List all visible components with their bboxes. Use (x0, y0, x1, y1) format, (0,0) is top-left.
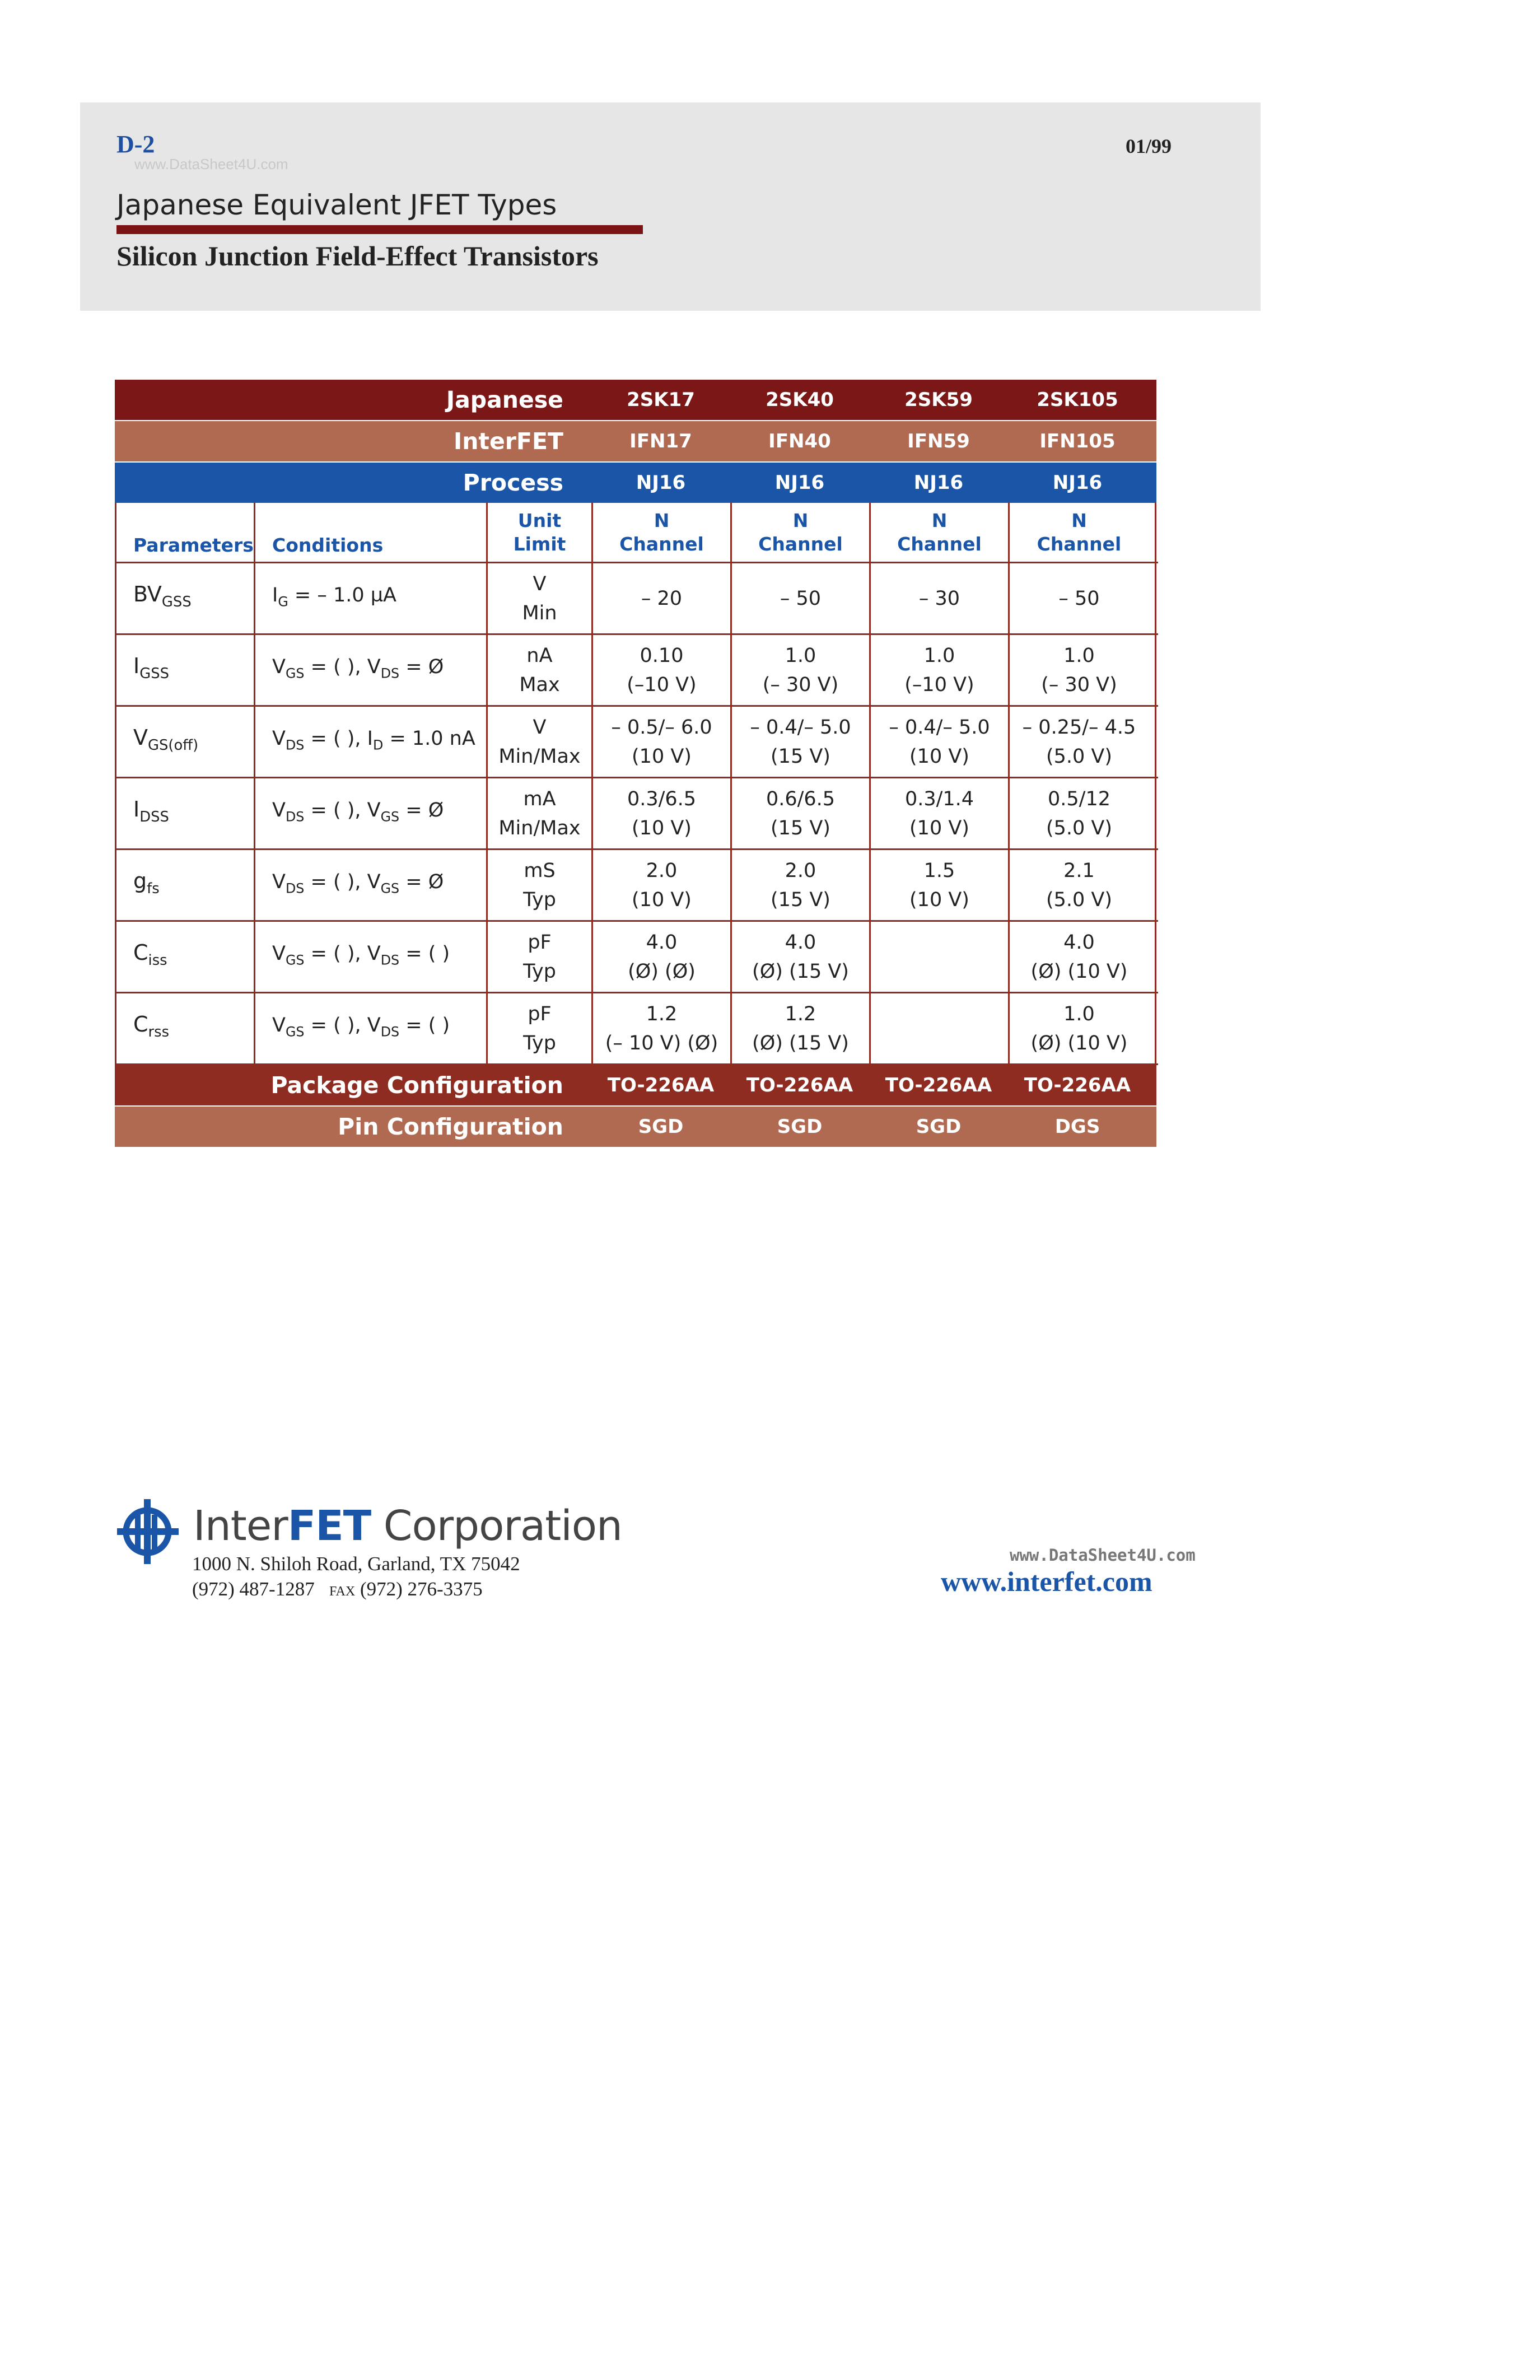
value: 2.1 (1063, 859, 1095, 882)
company-name-part: Corporation (371, 1502, 622, 1550)
japanese-row (115, 380, 1156, 420)
channel-header (871, 503, 1010, 562)
parameter-main: BV (133, 582, 162, 607)
condition-part: = Ø (399, 799, 444, 822)
title-rule (116, 225, 643, 234)
parameter-symbol (133, 938, 167, 975)
value: – 50 (780, 587, 822, 610)
value: 0.10 (640, 644, 684, 667)
limit: Min/Max (498, 745, 581, 768)
fax-label: FAX (329, 1584, 356, 1599)
condition-subscript: GS (380, 809, 400, 825)
date: 01/99 (1126, 135, 1172, 157)
condition-text (272, 652, 444, 688)
condition-text (272, 724, 475, 759)
value-condition: (–10 V) (627, 673, 697, 696)
company-name-bold: FET (287, 1502, 371, 1550)
value-cell (593, 922, 732, 992)
value-condition: (Ø) (15 V) (752, 960, 849, 983)
channel-word: Channel (1037, 533, 1122, 555)
condition-cell (255, 993, 488, 1063)
limit: Min/Max (498, 816, 581, 839)
condition-cell (255, 922, 488, 992)
condition-part: = ( ), V (304, 799, 381, 822)
column-header-row (116, 503, 1158, 563)
channel-header (732, 503, 871, 562)
value-condition: (10 V) (632, 745, 692, 768)
unit-limit-cell (488, 635, 593, 705)
value-condition: (10 V) (909, 888, 969, 911)
table-row (116, 850, 1158, 922)
unit-header: Unit (517, 509, 562, 531)
condition-part: = ( ), I (304, 727, 373, 750)
condition-part: = ( ), V (304, 1014, 381, 1037)
condition-subscript: DS (285, 880, 305, 897)
pin-value: SGD (638, 1116, 684, 1138)
value-cell (732, 993, 871, 1063)
value-condition: (– 30 V) (762, 673, 839, 696)
interfet-value: IFN40 (768, 430, 831, 452)
condition-subscript: GS (285, 952, 305, 968)
condition-cell (255, 707, 488, 777)
package-value: TO-226AA (746, 1074, 853, 1096)
channel-header (593, 503, 732, 562)
package-value: TO-226AA (1024, 1074, 1131, 1096)
value-cell (871, 850, 1010, 920)
limit: Typ (523, 960, 556, 983)
parameter-symbol (133, 795, 169, 832)
package-row (115, 1065, 1156, 1105)
condition-part: = ( ), V (304, 870, 381, 893)
parameter-subscript: iss (148, 952, 167, 969)
interfet-row (115, 421, 1156, 461)
value: – 0.4/– 5.0 (889, 716, 990, 739)
condition-subscript: GS (285, 1024, 305, 1040)
channel-type: N (654, 509, 670, 531)
value-cell (732, 778, 871, 848)
value-cell (593, 850, 732, 920)
parameter-cell (116, 993, 255, 1063)
table-row (116, 563, 1158, 635)
channel-type: N (792, 509, 809, 531)
pin-value: SGD (916, 1116, 962, 1138)
value-cell (1010, 635, 1149, 705)
value-cell (871, 993, 1010, 1063)
value: 1.2 (785, 1002, 816, 1025)
website-link[interactable]: www.interfet.com (941, 1566, 1152, 1597)
condition-text (272, 1011, 450, 1046)
value-cell (593, 635, 732, 705)
value: – 0.25/– 4.5 (1022, 716, 1136, 739)
limit: Min (522, 601, 557, 624)
value-cell (593, 707, 732, 777)
value-condition: (10 V) (909, 816, 969, 839)
process-value: NJ16 (1052, 472, 1103, 494)
value-condition: (–10 V) (904, 673, 974, 696)
value: 2.0 (646, 859, 678, 882)
value-cell (593, 563, 732, 633)
package-label: Package Configuration (270, 1072, 563, 1099)
value: – 20 (641, 587, 683, 610)
condition-part: = Ø (399, 655, 444, 678)
value-cell (1010, 993, 1149, 1063)
value: 1.2 (646, 1002, 678, 1025)
condition-subscript: GS (380, 880, 400, 897)
condition-part: = ( ) (399, 1014, 450, 1037)
condition-part: V (272, 655, 286, 678)
table-row (116, 922, 1158, 993)
value: 1.0 (785, 644, 816, 667)
condition-part: V (272, 727, 286, 750)
watermark-top: www.DataSheet4U.com (134, 156, 288, 172)
street-address: 1000 N. Shiloh Road, Garland, TX 75042 (192, 1553, 520, 1575)
process-label: Process (463, 469, 563, 496)
parameter-symbol (133, 1010, 169, 1047)
parameter-cell (116, 922, 255, 992)
value: 0.6/6.5 (766, 787, 836, 810)
unit: nA (526, 644, 553, 667)
condition-part: V (272, 1014, 286, 1037)
value: 2.0 (785, 859, 816, 882)
condition-subscript: DS (380, 665, 400, 682)
table-body (115, 503, 1156, 1065)
condition-part: I (272, 584, 278, 606)
unit: mA (523, 787, 556, 810)
unit: pF (528, 931, 552, 954)
condition-cell (255, 850, 488, 920)
company-name-part: Inter (193, 1502, 288, 1550)
parameter-cell (116, 563, 255, 633)
condition-cell (255, 635, 488, 705)
japanese-value: 2SK17 (627, 389, 695, 411)
parameter-cell (116, 635, 255, 705)
pin-value: SGD (777, 1116, 823, 1138)
value-condition: (Ø) (10 V) (1030, 1032, 1128, 1054)
parameter-main: g (133, 869, 147, 894)
process-row (115, 463, 1156, 503)
limit-header: Limit (513, 533, 566, 555)
condition-part: = 1.0 nA (383, 727, 475, 750)
value: 0.3/6.5 (627, 787, 697, 810)
phone-fax (192, 1576, 520, 1604)
value-cell (871, 922, 1010, 992)
condition-subscript: D (372, 737, 384, 753)
value-cell (1010, 850, 1149, 920)
japanese-value: 2SK59 (904, 389, 973, 411)
parameter-cell (116, 707, 255, 777)
channel-word: Channel (619, 533, 704, 555)
condition-part: V (272, 870, 286, 893)
value-cell (871, 563, 1010, 633)
value-condition: (10 V) (909, 745, 969, 768)
condition-part: = ( ), V (304, 942, 381, 965)
limit: Typ (523, 888, 556, 911)
value-cell (732, 922, 871, 992)
parameter-subscript: GSS (161, 594, 192, 611)
value: – 0.5/– 6.0 (611, 716, 712, 739)
value-cell (732, 563, 871, 633)
value-cell (871, 707, 1010, 777)
page-id: D-2 (116, 130, 155, 158)
condition-subscript: DS (380, 952, 400, 968)
condition-part: = Ø (399, 870, 444, 893)
condition-subscript: DS (285, 809, 305, 825)
parameter-main: I (133, 797, 140, 822)
unit: mS (524, 859, 556, 882)
watermark-bottom: www.DataSheet4U.com (1010, 1546, 1196, 1565)
value: – 0.4/– 5.0 (750, 716, 851, 739)
pin-row (115, 1107, 1156, 1147)
parameter-main: C (133, 1012, 148, 1037)
data-rows (116, 563, 1155, 1065)
condition-text (272, 939, 450, 974)
interfet-value: IFN105 (1039, 430, 1116, 452)
unit: pF (528, 1002, 552, 1025)
page-subtitle: Silicon Junction Field-Effect Transistors (116, 240, 599, 272)
unit-limit-cell (488, 922, 593, 992)
value-cell (593, 993, 732, 1063)
value: 1.0 (923, 644, 955, 667)
unit-limit-cell (488, 707, 593, 777)
condition-text (272, 867, 444, 903)
japanese-value: 2SK40 (766, 389, 834, 411)
value: 1.0 (1063, 1002, 1095, 1025)
parameter-subscript: GSS (139, 665, 170, 683)
interfet-value: IFN17 (629, 430, 692, 452)
value-cell (732, 635, 871, 705)
table-row (116, 635, 1158, 707)
channel-word: Channel (897, 533, 982, 555)
value-cell (732, 707, 871, 777)
interfet-logo-icon (115, 1498, 182, 1565)
parameter-cell (116, 850, 255, 920)
value: 1.5 (923, 859, 955, 882)
parameter-main: V (133, 725, 148, 750)
parameter-symbol (133, 723, 198, 760)
channel-type: N (1071, 509, 1087, 531)
condition-part: = ( ) (399, 942, 450, 965)
condition-part: = – 1.0 µA (288, 584, 396, 606)
value-condition: (5.0 V) (1046, 816, 1113, 839)
limit: Typ (523, 1032, 556, 1054)
value: 0.5/12 (1048, 787, 1110, 810)
parameter-cell (116, 778, 255, 848)
fax: (972) 276-3375 (360, 1578, 483, 1600)
value: 4.0 (785, 931, 816, 954)
value: 0.3/1.4 (904, 787, 974, 810)
value-cell (593, 778, 732, 848)
phone: (972) 487-1287 (192, 1578, 315, 1600)
value-condition: (15 V) (771, 816, 830, 839)
unit-limit-cell (488, 850, 593, 920)
condition-subscript: DS (380, 1024, 400, 1040)
pin-label: Pin Configuration (338, 1113, 563, 1140)
value-condition: (15 V) (771, 888, 830, 911)
conditions-header: Conditions (255, 503, 488, 562)
condition-subscript: DS (285, 737, 305, 753)
condition-cell (255, 778, 488, 848)
parameter-symbol (133, 651, 169, 688)
package-value: TO-226AA (607, 1074, 715, 1096)
unit-limit-cell (488, 563, 593, 633)
value-condition: (Ø) (15 V) (752, 1032, 849, 1054)
company-name (193, 1502, 622, 1550)
condition-part: = ( ), V (304, 655, 381, 678)
value-condition: (Ø) (Ø) (628, 960, 696, 983)
japanese-label: Japanese (446, 386, 563, 413)
unit: V (533, 572, 547, 595)
value-cell (1010, 778, 1149, 848)
process-value: NJ16 (913, 472, 964, 494)
parameter-subscript: rss (148, 1024, 170, 1041)
value: – 30 (918, 587, 960, 610)
parameter-main: I (133, 654, 140, 679)
table-row (116, 778, 1158, 850)
parameter-main: C (133, 940, 148, 965)
value: 4.0 (646, 931, 678, 954)
unit-limit-cell (488, 778, 593, 848)
interfet-value: IFN59 (907, 430, 970, 452)
value-cell (1010, 922, 1149, 992)
page-title: Japanese Equivalent JFET Types (116, 189, 557, 221)
package-value: TO-226AA (885, 1074, 992, 1096)
value-condition: (10 V) (632, 888, 692, 911)
condition-subscript: GS (285, 665, 305, 682)
unit-limit-header (488, 503, 593, 562)
table-row (116, 993, 1158, 1065)
condition-subscript: G (278, 594, 288, 610)
company-address (192, 1551, 520, 1604)
value: – 50 (1058, 587, 1100, 610)
value-condition: (– 10 V) (Ø) (605, 1032, 718, 1054)
japanese-value: 2SK105 (1037, 389, 1118, 411)
channel-word: Channel (758, 533, 843, 555)
value-condition: (15 V) (771, 745, 830, 768)
channel-type: N (931, 509, 948, 531)
parameter-subscript: GS(off) (148, 737, 199, 754)
value: 1.0 (1063, 644, 1095, 667)
spec-table (115, 380, 1156, 1147)
value-condition: (Ø) (10 V) (1030, 960, 1128, 983)
value-condition: (10 V) (632, 816, 692, 839)
value-condition: (– 30 V) (1041, 673, 1117, 696)
interfet-label: InterFET (453, 428, 563, 455)
channel-header (1010, 503, 1149, 562)
parameter-symbol (133, 580, 192, 617)
condition-part: V (272, 942, 286, 965)
table-row (116, 707, 1158, 778)
condition-text (272, 581, 396, 616)
condition-part: V (272, 799, 286, 822)
parameter-subscript: DSS (139, 809, 169, 826)
unit-limit-cell (488, 993, 593, 1063)
parameter-subscript: fs (147, 880, 160, 898)
condition-text (272, 796, 444, 831)
parameter-symbol (133, 866, 160, 903)
unit: V (533, 716, 547, 739)
process-value: NJ16 (774, 472, 825, 494)
value-cell (871, 778, 1010, 848)
value-cell (871, 635, 1010, 705)
limit: Max (519, 673, 560, 696)
value-condition: (5.0 V) (1046, 745, 1113, 768)
value-cell (1010, 563, 1149, 633)
pin-value: DGS (1054, 1116, 1100, 1138)
value-cell (732, 850, 871, 920)
value-cell (1010, 707, 1149, 777)
condition-cell (255, 563, 488, 633)
value: 4.0 (1063, 931, 1095, 954)
parameters-header: Parameters (116, 503, 255, 562)
process-value: NJ16 (636, 472, 686, 494)
value-condition: (5.0 V) (1046, 888, 1113, 911)
